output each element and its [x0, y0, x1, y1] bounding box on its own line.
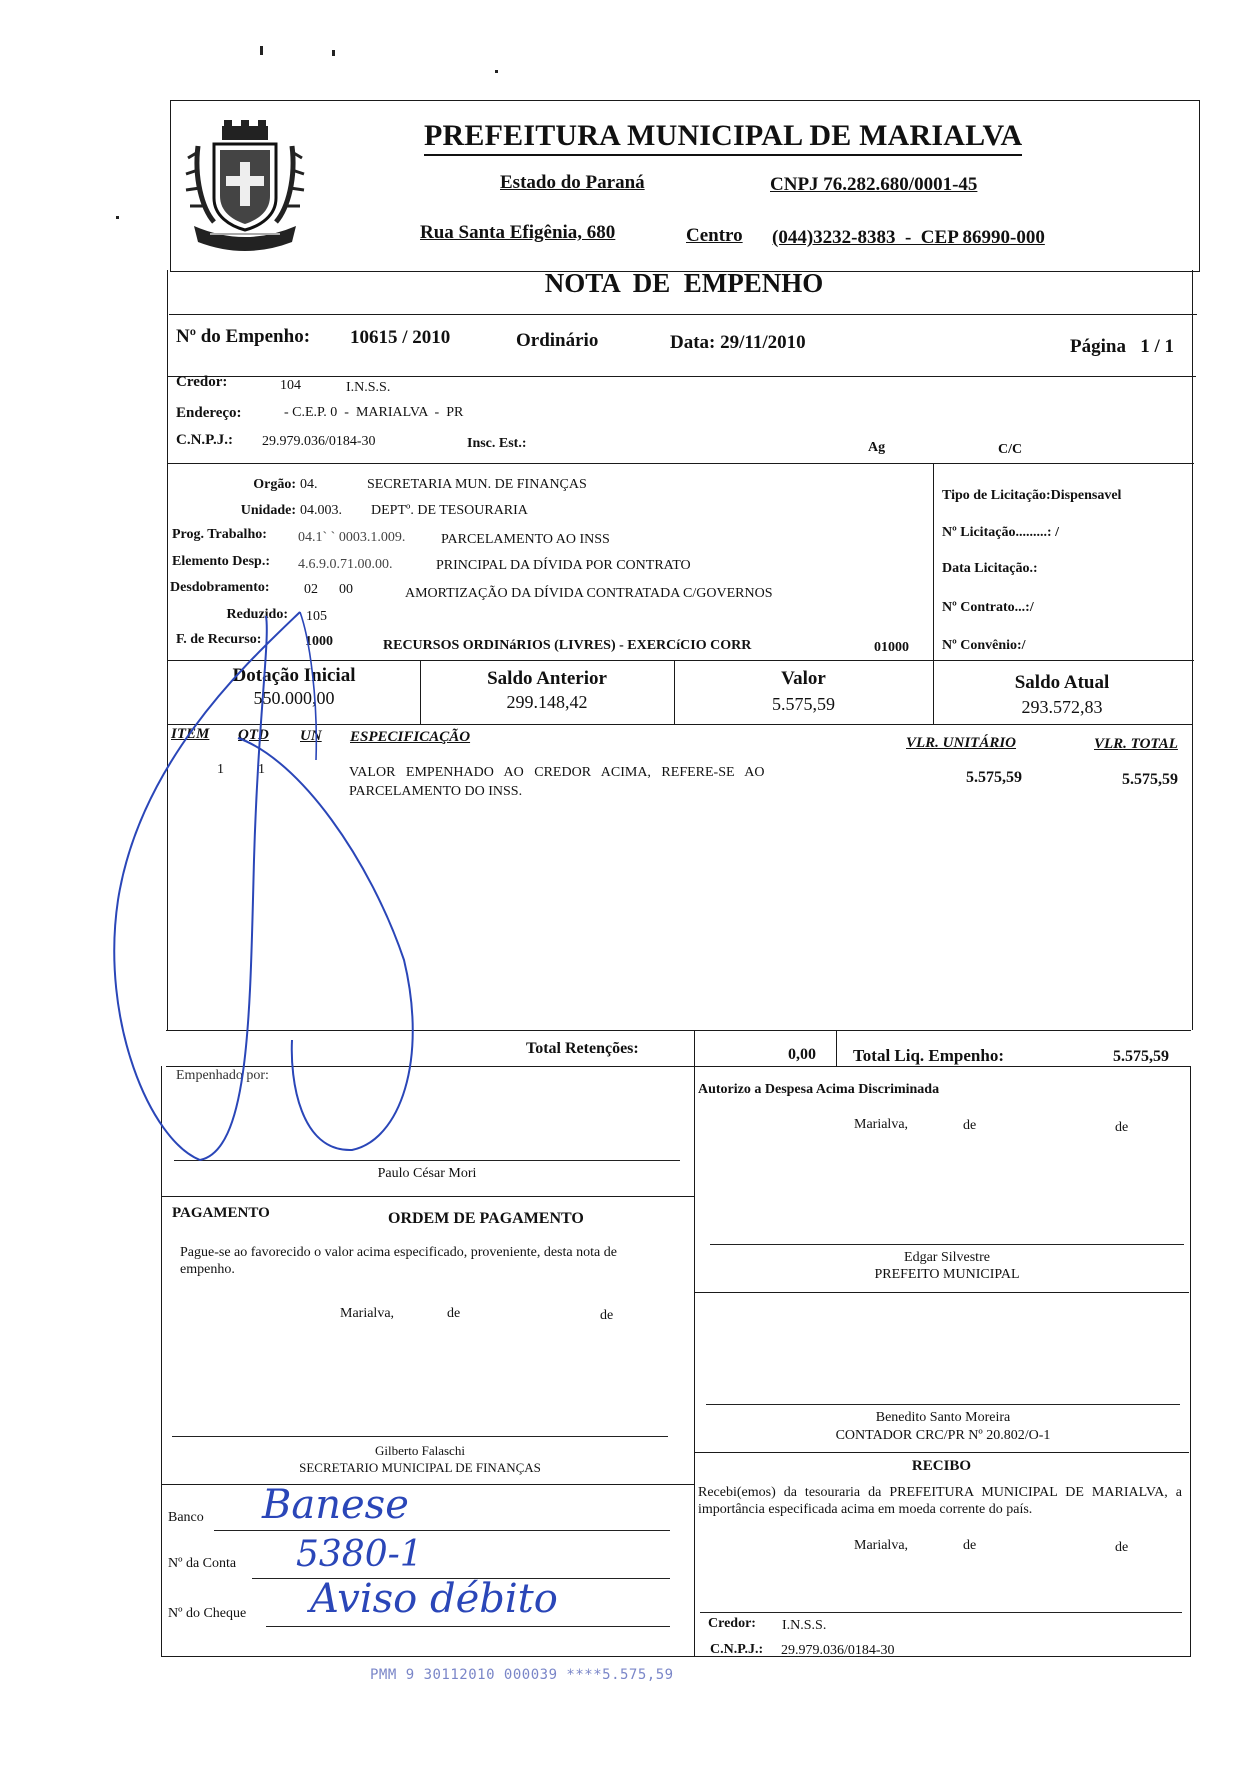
- divider: [162, 1196, 694, 1197]
- pagamento-place: Marialva,: [340, 1306, 395, 1321]
- unidade-label: Unidade:: [240, 503, 296, 518]
- divider: [694, 1030, 695, 1066]
- divider: [694, 1066, 695, 1656]
- pagamento-de2: de: [600, 1308, 614, 1323]
- ag-label: Ag: [868, 440, 886, 455]
- col-header-especificacao: ESPECIFICAÇÃO: [350, 729, 471, 745]
- col-header-vlr-total: VLR. TOTAL: [1094, 736, 1178, 752]
- header-title: PREFEITURA MUNICIPAL DE MARIALVA: [424, 118, 1022, 156]
- numero-licitacao: Nº Licitação.........: /: [942, 525, 1059, 540]
- signature-line: [710, 1244, 1184, 1245]
- insc-est-label: Insc. Est.:: [467, 436, 527, 451]
- col-header-vlr-unitario: VLR. UNITÁRIO: [906, 735, 1017, 751]
- pagamento-signer: Gilberto Falaschi: [375, 1443, 465, 1458]
- divider: [168, 376, 1196, 377]
- reduzido-value: 105: [306, 609, 327, 624]
- header-district: Centro: [686, 225, 743, 246]
- total-liquido-label: Total Liq. Empenho:: [853, 1046, 1004, 1065]
- data-licitacao: Data Licitação.:: [942, 561, 1038, 576]
- conta-label: Nº da Conta: [168, 1556, 237, 1571]
- dotacao-label: Dotação Inicial: [232, 665, 356, 686]
- contador-role: CONTADOR CRC/PR Nº 20.802/O-1: [835, 1428, 1051, 1443]
- item-number: 1: [217, 762, 224, 777]
- orgao-label: Orgão:: [253, 477, 296, 492]
- cheque-handwritten: Aviso débito: [310, 1576, 558, 1622]
- orgao-name: SECRETARIA MUN. DE FINANÇAS: [367, 477, 587, 492]
- empenho-date: Data: 29/11/2010: [670, 332, 806, 353]
- desdobramento-name: AMORTIZAÇÃO DA DÍVIDA CONTRATADA C/GOVERNOS: [405, 586, 773, 601]
- item-qtd: 1: [258, 762, 265, 777]
- fonte-recurso-code: 1000: [305, 634, 333, 649]
- pagamento-label: PAGAMENTO: [172, 1205, 270, 1221]
- col-header-qtd: QTD: [238, 727, 269, 743]
- unidade-code: 04.003.: [300, 503, 342, 518]
- endereco-label: Endereço:: [176, 405, 242, 421]
- scan-speck: [260, 46, 263, 55]
- desdobramento-label: Desdobramento:: [170, 580, 270, 595]
- saldo-anterior-value: 299.148,42: [506, 692, 588, 712]
- body-box: [167, 270, 1193, 661]
- autorizo-signer: Edgar Silvestre: [904, 1250, 990, 1265]
- fonte-recurso-label: F. de Recurso:: [176, 632, 262, 647]
- dotacao-value: 550.000,00: [253, 688, 335, 708]
- scan-speck: [332, 50, 335, 56]
- credor-label: Credor:: [176, 374, 228, 390]
- autorizo-role: PREFEITO MUNICIPAL: [874, 1267, 1020, 1282]
- recibo-cnpj-value: 29.979.036/0184-30: [781, 1643, 895, 1658]
- endereco-value: - C.E.P. 0 - MARIALVA - PR: [284, 405, 464, 420]
- municipal-coat-of-arms: [174, 118, 316, 256]
- valor-label: Valor: [781, 668, 826, 689]
- recibo-title: RECIBO: [911, 1458, 972, 1474]
- credor-code: 104: [280, 378, 301, 393]
- prog-trabalho-name: PARCELAMENTO AO INSS: [441, 532, 610, 547]
- elemento-label: Elemento Desp.:: [172, 554, 270, 569]
- contador-signer: Benedito Santo Moreira: [875, 1410, 1011, 1425]
- autorizo-de1: de: [963, 1118, 977, 1133]
- fonte-recurso-number: 01000: [874, 640, 909, 655]
- fonte-recurso-name: RECURSOS ORDINáRIOS (LIVRES) - EXERCíCIO CORR: [383, 638, 752, 653]
- header-phone-cep: (044)3232-8383 - CEP 86990-000: [772, 227, 1045, 248]
- tipo-licitacao: Tipo de Licitação:Dispensavel: [942, 488, 1122, 503]
- divider: [836, 1030, 837, 1066]
- item-total-value: 5.575,59: [1122, 771, 1178, 788]
- credor-name: I.N.S.S.: [346, 380, 391, 395]
- reduzido-label: Reduzido:: [226, 607, 288, 622]
- cc-label: C/C: [998, 442, 1023, 457]
- pagamento-de1: de: [447, 1306, 461, 1321]
- total-retencoes-label: Total Retenções:: [526, 1040, 639, 1057]
- total-liquido-value: 5.575,59: [1113, 1048, 1169, 1065]
- col-header-un: UN: [300, 728, 322, 744]
- divider: [168, 463, 1194, 464]
- divider: [694, 1292, 1189, 1293]
- recibo-cnpj-label: C.N.P.J.:: [710, 1642, 764, 1657]
- signature-line: [706, 1404, 1180, 1405]
- numero-contrato: Nº Contrato...:/: [942, 600, 1034, 615]
- empenho-type: Ordinário: [516, 330, 599, 351]
- signature-line: [174, 1160, 680, 1161]
- banco-label: Banco: [168, 1510, 204, 1525]
- autorizo-place: Marialva,: [854, 1117, 909, 1132]
- autorizo-label: Autorizo a Despesa Acima Discriminada: [698, 1082, 940, 1097]
- recibo-credor-label: Credor:: [708, 1616, 756, 1631]
- page-indicator: Página 1 / 1: [1070, 336, 1174, 357]
- ordem-pagamento-label: ORDEM DE PAGAMENTO: [388, 1210, 584, 1227]
- cheque-field-line[interactable]: [266, 1626, 670, 1627]
- mechanical-stamp: PMM 9 30112010 000039 ****5.575,59: [370, 1667, 674, 1683]
- prog-trabalho-code: 04.1` ` 0003.1.009.: [298, 530, 406, 545]
- banco-field-line[interactable]: [214, 1530, 670, 1531]
- autorizo-de2: de: [1115, 1120, 1129, 1135]
- saldo-atual-value: 293.572,83: [1021, 697, 1103, 717]
- saldo-atual-label: Saldo Atual: [1014, 672, 1110, 693]
- item-description-line1: VALOR EMPENHADO AO CREDOR ACIMA, REFERE-SE AO: [349, 765, 765, 780]
- scan-speck: [495, 70, 498, 73]
- prog-trabalho-label: Prog. Trabalho:: [172, 527, 267, 542]
- unidade-name: DEPTº. DE TESOURARIA: [371, 503, 528, 518]
- saldo-anterior-label: Saldo Anterior: [487, 668, 607, 689]
- cnpj-value: 29.979.036/0184-30: [262, 434, 376, 449]
- divider: [169, 314, 1197, 315]
- recibo-place: Marialva,: [854, 1538, 909, 1553]
- pagamento-role: SECRETARIO MUNICIPAL DE FINANÇAS: [299, 1460, 541, 1475]
- total-retencoes-value: 0,00: [788, 1046, 816, 1063]
- empenhado-por-name: Paulo César Mori: [377, 1166, 477, 1181]
- coat-of-arms-icon: [174, 118, 316, 256]
- recibo-de1: de: [963, 1538, 977, 1553]
- divider: [162, 1484, 694, 1485]
- elemento-code: 4.6.9.0.71.00.00.: [298, 557, 393, 572]
- cnpj-label: C.N.P.J.:: [176, 432, 233, 448]
- recibo-text: Recebi(emos) da tesouraria da PREFEITURA MUNICIPAL DE MARIALVA, a importância especificada acima em moeda corrente do país.: [698, 1485, 1182, 1517]
- header-street: Rua Santa Efigênia, 680: [420, 222, 616, 243]
- signature-line: [172, 1436, 668, 1437]
- cheque-label: Nº do Cheque: [168, 1606, 247, 1621]
- col-header-item: ITEM: [171, 726, 210, 742]
- banco-handwritten: Banese: [262, 1482, 409, 1528]
- item-description-line2: PARCELAMENTO DO INSS.: [349, 784, 523, 799]
- pagamento-text: Pague-se ao favorecido o valor acima especificado, proveniente, desta nota de empenho.: [180, 1245, 617, 1277]
- header-cnpj: CNPJ 76.282.680/0001-45: [770, 174, 978, 195]
- empenho-number: 10615 / 2010: [350, 327, 451, 348]
- recibo-de2: de: [1115, 1540, 1129, 1555]
- empenho-number-label: Nº do Empenho:: [176, 326, 311, 347]
- header-state: Estado do Paraná: [500, 172, 645, 193]
- elemento-name: PRINCIPAL DA DÍVIDA POR CONTRATO: [436, 558, 691, 573]
- recibo-credor-value: I.N.S.S.: [782, 1618, 827, 1633]
- divider: [933, 463, 934, 660]
- numero-convenio: Nº Convênio:/: [942, 638, 1026, 653]
- conta-handwritten: 5380-1: [296, 1534, 423, 1575]
- divider: [694, 1452, 1189, 1453]
- item-unit-value: 5.575,59: [966, 769, 1022, 786]
- scan-speck: [116, 216, 119, 219]
- valor-value: 5.575,59: [772, 694, 835, 714]
- desdobramento-code: 02 00: [304, 582, 353, 597]
- empenhado-por-label: Empenhado por:: [176, 1068, 269, 1083]
- signature-line: [700, 1612, 1182, 1613]
- document-title: NOTA DE EMPENHO: [544, 268, 824, 298]
- orgao-code: 04.: [300, 477, 318, 492]
- divider: [166, 1030, 1191, 1031]
